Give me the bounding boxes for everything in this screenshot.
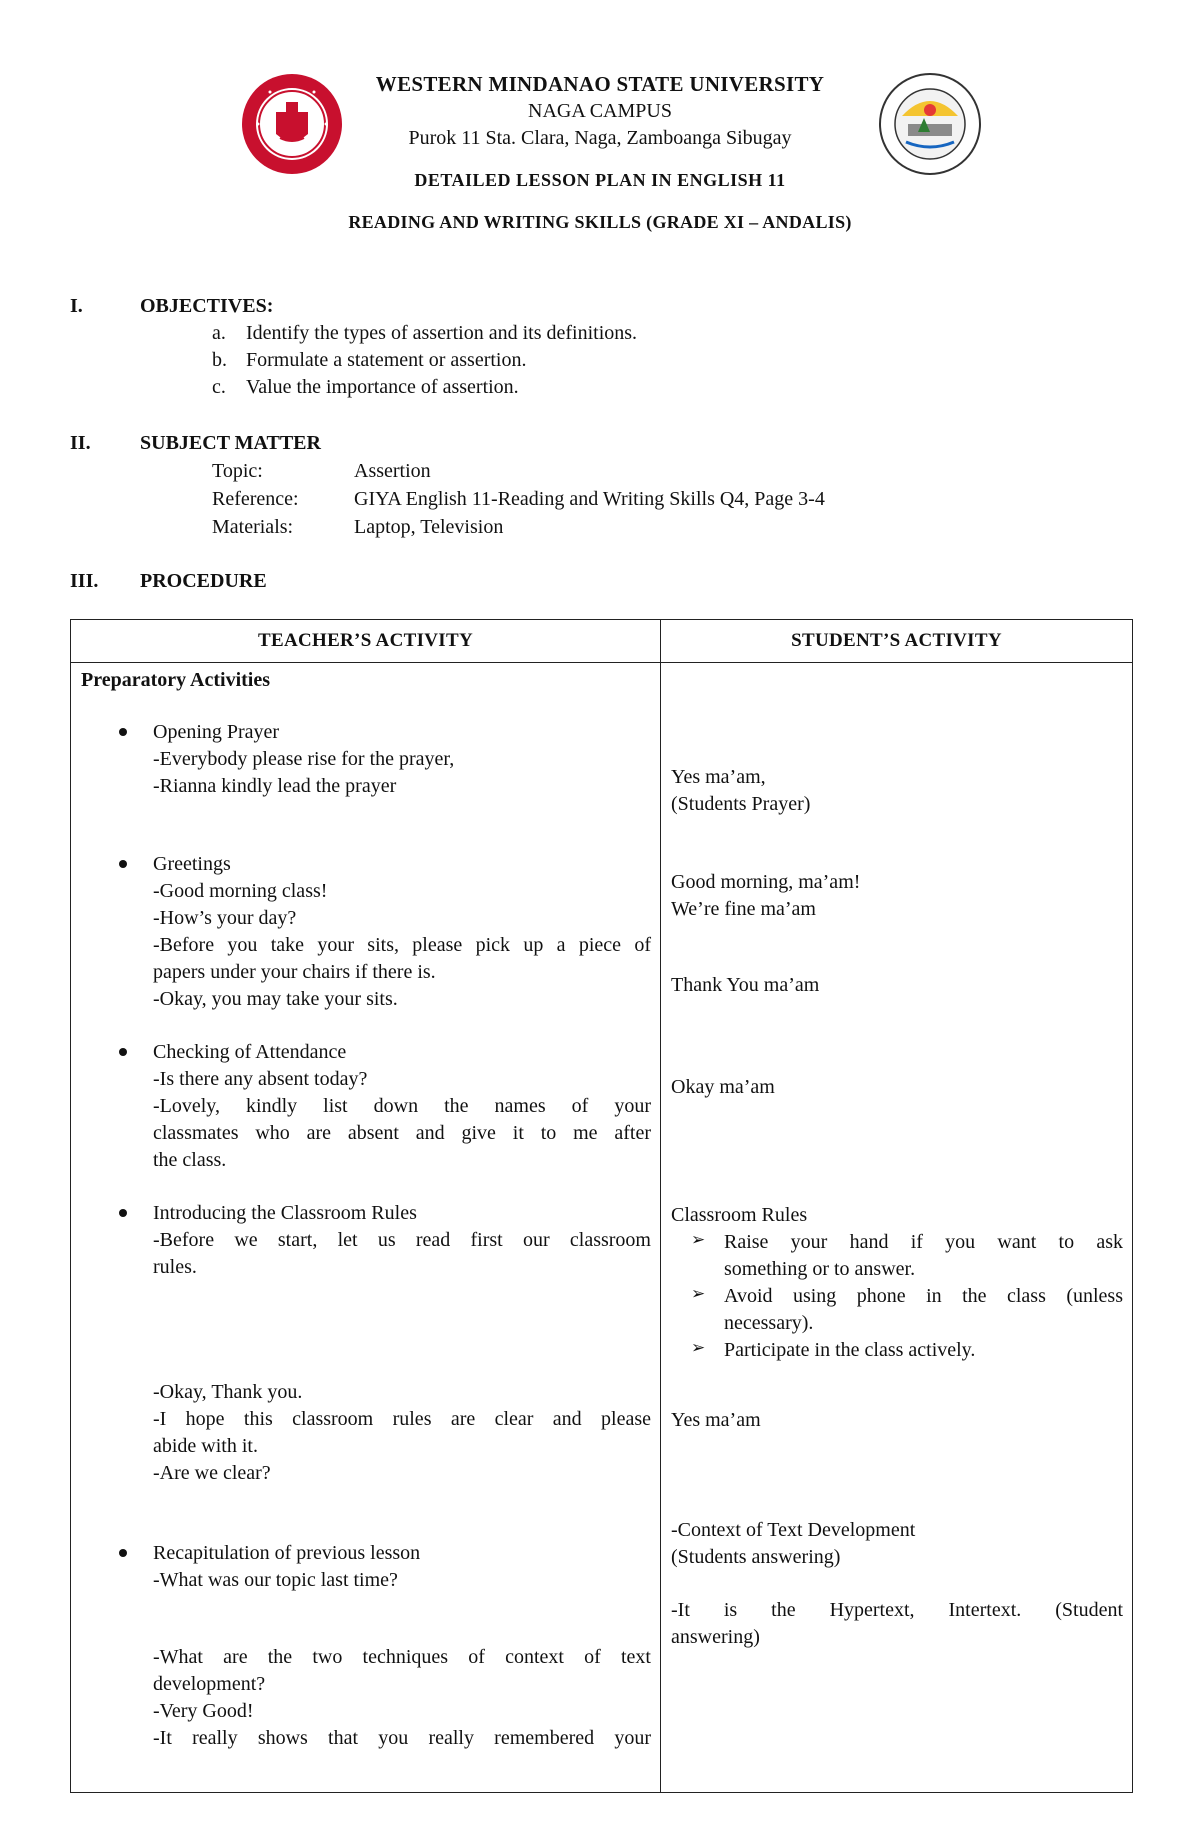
campus-name: NAGA CAMPUS — [528, 100, 672, 122]
lesson-plan-title: DETAILED LESSON PLAN IN ENGLISH 11 — [414, 170, 786, 190]
preparatory-activities-heading: Preparatory Activities — [81, 669, 271, 691]
activity-title: Recapitulation of previous lesson — [153, 1542, 421, 1564]
teacher-activity-cell: Preparatory Activities Opening Prayer -Everybody please rise for the prayer, -Rianna kindly lead the prayer Greetings -Good morning class! -How’s your day? -Before you take your sits, please pick up a piece of papers under your chairs if there is. -Okay, you may take your sits. Checking of Attendance -Is there any absent today? -Lovely, kindly list down the names of your classmates who are absent and give it to me after the class. Introducing the Classroom Rules -Before we start, let us read first our classroom rules. -Okay, Thank you. -I hope this classroom rules are clear and please abide with it. -Are we clear? Recapitulation of previous lesson -What was our topic last time? -What are the two techniques of context of text development? -Very Good! -It really shows that you really remembered your — [71, 663, 661, 1793]
arrow-bullet-icon: ➢ — [691, 1230, 706, 1249]
section-number: I. — [70, 295, 83, 317]
section-title: SUBJECT MATTER — [140, 432, 321, 454]
lesson-plan-subtitle: READING AND WRITING SKILLS (GRADE XI – ANDALIS) — [348, 212, 852, 232]
section-title: OBJECTIVES: — [140, 295, 274, 317]
subject-value-topic: Assertion — [354, 460, 431, 482]
activity-title: Checking of Attendance — [153, 1041, 347, 1063]
bullet-icon — [119, 1549, 127, 1557]
activity-title: Introducing the Classroom Rules — [153, 1202, 417, 1224]
student-activity-cell: Yes ma’am, (Students Prayer) Good morning, ma’am! We’re fine ma’am Thank You ma’am Okay ma’am Classroom Rules ➢ Raise your hand if you want to ask something or to answer. ➢ Avoid using phone in the class (unless necessary). ➢ Participate in the class actively. Yes ma’am -Context of Text Development (Students answering) -It is the Hypertext, Intertext. (Student answering) — [661, 663, 1133, 1793]
student-column-header: STUDENT’S ACTIVITY — [661, 620, 1133, 663]
subject-value-materials: Laptop, Television — [354, 516, 504, 538]
procedure-table — [70, 619, 1133, 1793]
bullet-icon — [119, 1048, 127, 1056]
section-title: PROCEDURE — [140, 570, 267, 592]
activity-title: Opening Prayer — [153, 721, 280, 743]
section-number: II. — [70, 432, 91, 454]
arrow-bullet-icon: ➢ — [691, 1338, 706, 1357]
arrow-bullet-icon: ➢ — [691, 1284, 706, 1303]
bullet-icon — [119, 728, 127, 736]
subject-label-reference: Reference: — [212, 488, 299, 510]
subject-label-materials: Materials: — [212, 516, 294, 538]
teacher-column-header: TEACHER’S ACTIVITY — [71, 620, 661, 663]
campus-address: Purok 11 Sta. Clara, Naga, Zamboanga Sibugay — [408, 127, 792, 149]
activity-title: Greetings — [153, 853, 231, 875]
classroom-rules-title: Classroom Rules — [671, 1204, 808, 1226]
university-name: WESTERN MINDANAO STATE UNIVERSITY — [375, 72, 825, 96]
section-number: III. — [70, 570, 99, 592]
bullet-icon — [119, 860, 127, 868]
bullet-icon — [119, 1209, 127, 1217]
subject-label-topic: Topic: — [212, 460, 263, 482]
subject-value-reference: GIYA English 11-Reading and Writing Skills Q4, Page 3-4 — [354, 488, 825, 510]
